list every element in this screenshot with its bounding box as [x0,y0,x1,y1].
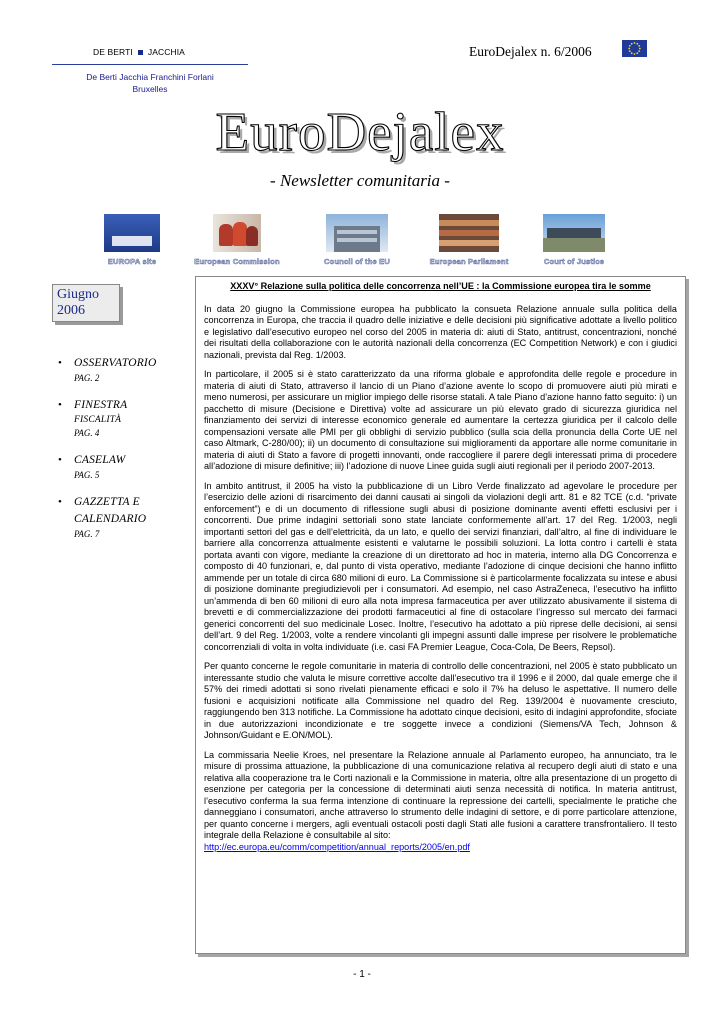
link-commission[interactable] [182,214,292,266]
council-building-image [326,214,388,252]
toc-item-caselaw[interactable] [58,452,173,482]
page-number: - 1 - [353,969,371,980]
link-council[interactable] [312,214,402,266]
toc-page: PAG. 2 [74,373,100,383]
parliament-chamber-image [439,214,499,252]
firm-name-right: JACCHIA [147,47,185,57]
toc-title: FINESTRA [74,399,128,411]
toc-title-line2: FISCALITÀ [74,415,122,425]
bullet-icon: • [58,399,62,411]
office-city: Bruxelles [132,84,168,94]
link-court[interactable] [529,214,619,266]
toc-page: PAG. 7 [74,529,100,539]
newsletter-title: EuroDejalex [215,101,505,162]
annual-report-link[interactable]: http://ec.europa.eu/comm/competition/annual_reports/2005/en.pdf [204,841,470,852]
toc-page: PAG. 4 [74,428,100,438]
issue-year: 2006 [57,303,85,318]
firm-name [93,47,185,57]
link-label: Court of Justice [543,257,605,266]
court-building-image [543,214,605,252]
toc-title-line2: CALENDARIO [74,513,147,525]
bullet-icon: • [58,496,62,508]
bullet-icon: • [58,454,62,466]
commission-flags-image [213,214,261,252]
toc-title: CASELAW [74,454,126,466]
main-article [195,276,686,954]
article-paragraph-text: La commissaria Neelie Kroes, nel presentare la Relazione annuale al Parlamento europeo, ha annunciato, tra le misure di prossima attuazione, la pubblicazione di una comunicazione relativa al recupero degli aiuti di stato e una relativa alla cooperazione tra le Corti nazionali e la Commissione in materia, oltre alla presentazione di un progetto di esenzione per categoria per la concessione di determinati aiuti senza necessità di notifica. In materia antitrust, l’esecutivo conferma la sua ferma intenzione di continuare la repressione dei cartelli, specialmente le pratiche che danneggiano i consumatori, anche attraverso lo strumento delle indagini di settore, e di porre particolare attenzione, per quanto concerne i mergers, agli eventuali ostacoli posti dagli Stati alle fusioni a carattere transfrontaliero. Il testo integrale della Relazione è consultabile al sito: [204,749,677,840]
eu-flag-icon [622,40,647,57]
institution-links [104,214,634,270]
article-paragraph: In particolare, il 2005 si è stato caratterizzato da una riforma globale e approfondita delle regole e procedure in materia di aiuti di Stato, attraverso il lancio di un Piano d’azione avente lo scopo di promuovere aiuti più mirati e meno numerosi, per assicurare un miglior impiego delle risorse statali. A tale Piano d’azione hanno fatto seguito: i) un pacchetto di misure (Decisione e Direttiva) volte ad assicurare un più elevato grado di sicurezza giuridica nel finanziamento dei servizi di interesse economico generale ed aumentare la certezza giuridica per il calcolo delle compensazioni versate alle PMI per gli obblighi di servizio pubblico (sulla scia della pronuncia della Corte UE nel caso Altmark, C-280/00); ii) un documento di consultazione sui miglioramenti da apportare alle norme comunitarie in materia di aiuti di Stato a favore di progetti innovanti, onde raccogliere il parere degli interessati prima di procedere all’adozione di misure definitive; iii) l’adozione di nuove Linee guida sugli aiuti regionali per il periodo 2007-2013. [204,369,677,471]
article-paragraph: In ambito antitrust, il 2005 ha visto la pubblicazione di un Libro Verde finalizzato ad agevolare le procedure per l’esercizio delle azioni di risarcimento dei danni causati ai singoli da violazioni degli artt. 81 e 82 TCE (c.d. “private enforcement”) e di un documento di riflessione sugli abusi di posizione dominante aventi effetti esclusivi per i concorrenti. Due prime indagini settoriali sono state lanciate conformemente all’art. 17 del Reg. 1/2003, negli importanti settori del gas e dell’elettricità, da un lato, e quello dei servizi finanziari, dall’altro, al fine di individuare le barriere alla concorrenza attualmente esistenti e valutarne le possibili soluzioni. La lotta contro i cartelli è stata portata avanti con vigore, mediante la creazione di un direttorato ad hoc in materia, interno alla DG Concorrenza e composto di 40 funzionari, e, dal punto di vista operativo, mediante l’adozione di cinque decisioni che hanno inflitto ammende per un totale di circa 680 milioni di euro. La Commissione si è particolarmente focalizzata su intese e abusi di posizione dominante pregiudizievoli per i consumatori. Ad esempio, nel caso AstraZeneca, l’esecutivo ha inflitto un’ammenda di ben 60 milioni di euro alla nota impresa farmaceutica per aver utilizzato abusivamente il sistema di brevetti e di commercializzazione dei prodotti farmaceutici al fine di ostacolare l’ingresso sul mercato dei farmaci generici concorrenti del suo medicinale Losec. Inoltre, l’esecutivo ha adottato a più riprese delle decisioni, ai sensi dell’art. 9 del Reg. 1/2003, volte a rendere vincolanti gli impegni assunti dalle imprese per risolvere le problematiche concorrenziali di volta in volta individuate (i.e. casi FA Premier League, Coca-Cola, De Beers, Repsol). [204,480,677,652]
header-rule [52,64,248,65]
toc-page: PAG. 5 [74,470,100,480]
toc-item-gazzetta-calendario[interactable] [58,494,173,541]
bullet-icon: • [58,357,62,369]
link-label: European Commission [194,257,280,266]
link-label: EUROPA site [107,257,157,266]
newsletter-subtitle: - Newsletter comunitaria - [270,171,450,190]
article-paragraph: Per quanto concerne le regole comunitarie in materia di controllo delle concentrazioni, nel 2005 è stato pubblicato un interessante studio che valuta le misure correttive accolte dall’esecutivo tra il 1996 e il 2000, dal quale emerge che il 57% dei rimedi adottati si sono rivelati pienamente efficaci e solo il 7% ha deluso le aspettative. Il numero delle fusioni e acquisizioni notificate alla Commissione nel quadro del Reg. 139/2004 è nuovamente cresciuto, raggiungendo ben 313 notifiche. La Commissione ha adottato cinque decisioni, esito di indagini approfondite, sfociate in due autorizzazioni incondizionate e tre soggette invece a condizioni (Siemens/VA Tech, Johnson & Johnson/Guidant e E.ON/MOL). [204,661,677,740]
issue-number: EuroDejalex n. 6/2006 [469,44,592,59]
toc-item-finestra-fiscalita[interactable] [58,397,173,440]
article-paragraph [204,750,677,854]
link-europa[interactable] [104,214,160,266]
link-parliament[interactable] [414,214,524,266]
issue-month: Giugno [57,287,99,302]
link-label: European Parliament [429,257,509,266]
article-body [204,304,677,854]
toc-title: GAZZETTA E [74,496,140,508]
square-bullet-icon [138,50,143,55]
toc-item-osservatorio[interactable] [58,355,173,385]
link-label: Council of the EU [324,257,390,266]
toc-title: OSSERVATORIO [74,357,157,369]
issue-month-box [52,284,120,322]
article-paragraph: In data 20 giugno la Commissione europea ha pubblicato la consueta Relazione annuale sulla politica della concorrenza in Europa, che traccia il quadro delle iniziative e delle decisioni più significative adottate a livello politico e legislativo dall’esecutivo europeo nel corso del 2005 in materia di: aiuti di Stato, antitrust, concentrazioni, nonché dei risultati della collaborazione con le autorità nazionali della concorrenza (EC Competition Network) e con i giudici nazionali, prevista dal Reg. 1/2003. [204,303,677,360]
article-title: XXXV° Relazione sulla politica delle concorrenza nell’UE : la Commissione europea tira le somme [230,281,651,291]
europa-logo-image [104,214,160,252]
firm-office [52,71,248,95]
table-of-contents [58,355,173,553]
firm-name-left: DE BERTI [93,47,133,57]
partners-names: De Berti Jacchia Franchini Forlani [86,72,214,82]
